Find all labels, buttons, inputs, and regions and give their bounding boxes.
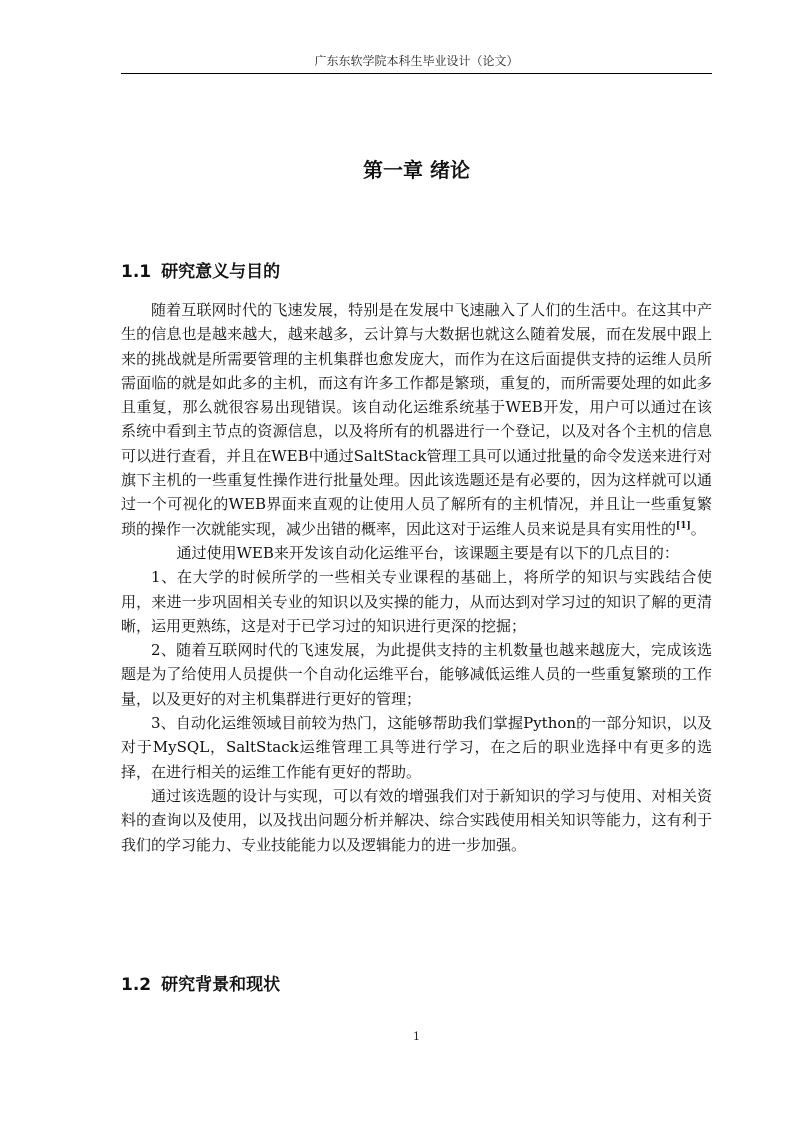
paragraph-4: 2、随着互联网时代的飞速发展，为此提供支持的主机数量也越来越庞大，完成该选题是为了给使用人员提供一个自动化运维平台，能够减低运维人员的一些重复繁琐的工作量，以及更好的对主机集群进行更好的管理； [121,641,712,708]
section-title: 研究意义与目的 [161,262,281,282]
paragraph-1-end: 。 [690,519,706,538]
section-number: 1.1 [121,262,152,282]
section-heading-1-2 [121,973,712,997]
paragraph-1-text: 随着互联网时代的飞速发展，特别是在发展中飞速融入了人们的生活中。在这其中产生的信息也是越来越大，越来越多，云计算与大数据也就这么随着发展，而在发展中跟上来的挑战就是所需要管理的主机集群也愈发庞大，而作为在这后面提供支持的运维人员所需面临的就是如此多的主机，而这有许多工作都是繁琐，重复的，而所需要处理的如此多且重复，那么就很容易出现错误。该自动化运维系统基于WEB开发，用户可以通过在该系统中看到主节点的资源信息，以及将所有的机器进行一个登记，以及对各个主机的信息可以进行查看，并且在WEB中通过SaltStack管理工具可以通过批量的命令发送来进行对旗下主机的一些重复性操作进行批量处理。因此该选题还是有必要的，因为这样就可以通过一个可视化的WEB界面来直观的让使用人员了解所有的主机情况，并且让一些重复繁琐的操作一次就能实现，减少出错的概率，因此这对于运维人员来说是具有实用性的 [121,301,712,538]
page-number: 1 [413,1030,420,1043]
paragraph-6: 通过该选题的设计与实现，可以有效的增强我们对于新知识的学习与使用、对相关资料的查询以及使用，以及找出问题分析并解决、综合实践使用相关知识等能力，这有利于我们的学习能力、专业技能能力以及逻辑能力的进一步加强。 [121,786,712,854]
paragraph-3: 1、在大学的时候所学的一些相关专业课程的基础上，将所学的知识与实践结合使用，来进一步巩固相关专业的知识以及实操的能力，从而达到对学习过的知识了解的更清晰，运用更熟练，这是对于已学习过的知识进行更深的挖掘； [121,568,712,635]
paragraph-1 [121,298,712,541]
citation-marker: [1] [676,520,691,531]
section-number: 1.2 [121,975,152,995]
chapter-title: 第一章 绪论 [363,158,470,182]
section-body [121,298,712,857]
paragraph-2: 通过使用WEB来开发该自动化运维平台，该课题主要是有以下的几点目的： [176,543,679,562]
running-header: 广东东软学院本科生毕业设计（论文） [314,54,519,68]
section-title: 研究背景和现状 [161,975,281,995]
header-rule [121,73,712,74]
paragraph-5: 3、自动化运维领域目前较为热门，这能够帮助我们掌握Python的一部分知识，以及对于MySQL，SaltStack运维管理工具等进行学习，在之后的职业选择中有更多的选择，在进行相关的运维工作能有更好的帮助。 [121,714,712,781]
section-heading-1-1 [121,260,712,284]
